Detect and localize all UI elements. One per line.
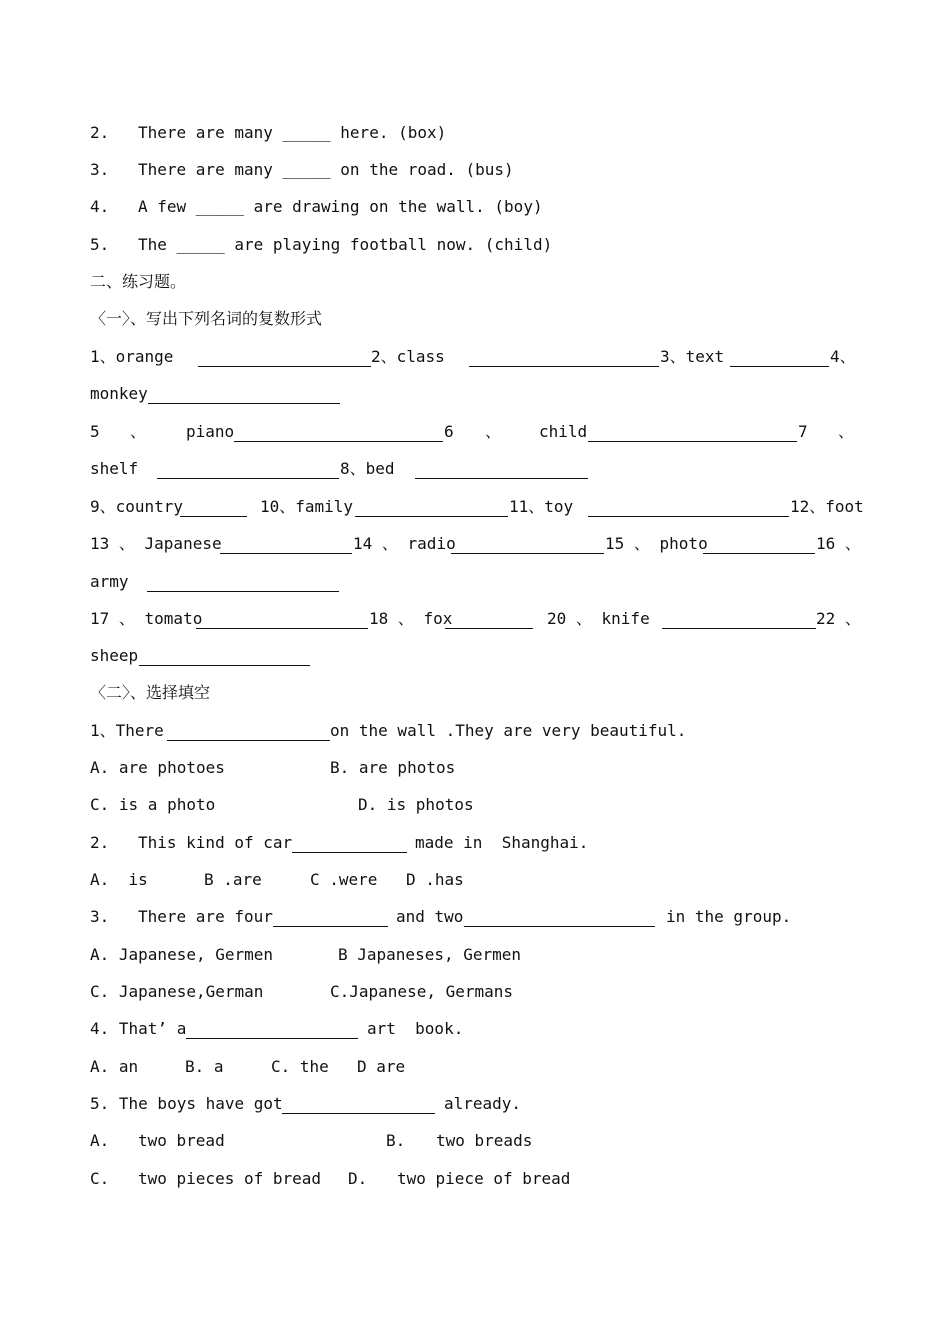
question — [90, 1093, 522, 1115]
answer-blank[interactable] — [147, 571, 339, 592]
answer-blank[interactable] — [186, 1018, 358, 1039]
answer-blank[interactable] — [355, 496, 508, 517]
answer-blank[interactable] — [451, 533, 604, 554]
exercise-line — [90, 159, 514, 181]
subsection-heading: 〈一〉、写出下列名词的复数形式 — [90, 309, 323, 328]
plural-row — [90, 496, 864, 518]
plural-row — [90, 533, 861, 555]
item-number: 4. — [90, 197, 110, 216]
options-row — [90, 1168, 571, 1190]
word-label: 7 — [798, 422, 808, 441]
section-heading: 二、练习题。 — [90, 272, 187, 291]
answer-blank[interactable] — [282, 1093, 435, 1114]
option-a[interactable]: A. is — [90, 870, 148, 889]
word-label: 1、orange — [90, 347, 174, 366]
word-label: 22 、 — [816, 609, 861, 628]
option-c-letter[interactable]: C. — [90, 1169, 110, 1188]
answer-blank[interactable] — [273, 906, 388, 927]
answer-blank[interactable] — [196, 608, 368, 629]
answer-blank[interactable] — [588, 421, 797, 442]
option-c[interactable]: C. the — [271, 1057, 329, 1076]
answer-blank[interactable] — [148, 383, 340, 404]
question — [90, 906, 792, 928]
option-b[interactable]: B Japaneses, Germen — [338, 945, 522, 964]
answer-blank[interactable] — [139, 645, 310, 666]
plural-row — [90, 421, 855, 443]
option-a[interactable]: A. Japanese, Germen — [90, 945, 274, 964]
question-stem: in the group. — [666, 907, 792, 926]
question-stem: 1、There — [90, 721, 164, 740]
word-label: monkey — [90, 384, 148, 403]
answer-blank[interactable] — [157, 458, 339, 479]
word-label: 13 、 Japanese — [90, 534, 222, 553]
word-label: piano — [186, 422, 235, 441]
question-stem: 4. That’ a — [90, 1019, 187, 1038]
plural-row — [90, 458, 395, 480]
question — [90, 832, 589, 854]
answer-blank[interactable] — [198, 346, 371, 367]
question-stem: art book. — [367, 1019, 464, 1038]
sentence: The _____ are playing football now. (child) — [138, 235, 553, 254]
word-label: 8、bed — [340, 459, 395, 478]
plural-row — [90, 346, 856, 368]
options-row — [90, 944, 522, 966]
subsection-heading: 〈二〉、选择填空 — [90, 683, 211, 702]
option-d[interactable]: D are — [357, 1057, 406, 1076]
question-stem: There are four — [138, 907, 273, 926]
separator: 、 — [130, 422, 147, 441]
answer-blank[interactable] — [445, 608, 533, 629]
answer-blank[interactable] — [292, 832, 407, 853]
word-label: 2、class — [371, 347, 445, 366]
options-row — [90, 981, 514, 1003]
word-label: 14 、 radio — [353, 534, 456, 553]
word-label: 12、foot — [790, 497, 864, 516]
answer-blank[interactable] — [220, 533, 352, 554]
exercise-line — [90, 234, 553, 256]
option-c[interactable]: C. is a photo — [90, 795, 216, 814]
option-b[interactable]: B. a — [185, 1057, 224, 1076]
answer-blank[interactable] — [469, 346, 659, 367]
exercise-line — [90, 122, 447, 144]
item-number: 2. — [90, 123, 110, 142]
word-label: 17 、 tomato — [90, 609, 203, 628]
option-d[interactable]: D. is photos — [358, 795, 474, 814]
answer-blank[interactable] — [180, 496, 247, 517]
option-d-letter[interactable]: D. — [348, 1169, 368, 1188]
option-a-letter[interactable]: A. — [90, 1131, 110, 1150]
answer-blank[interactable] — [588, 496, 789, 517]
option-d[interactable]: D .has — [406, 870, 464, 889]
question-stem: already. — [444, 1094, 522, 1113]
answer-blank[interactable] — [662, 608, 816, 629]
word-label: sheep — [90, 646, 139, 665]
word-label: 16 、 — [816, 534, 861, 553]
word-label: 4、 — [830, 347, 856, 366]
word-label: 10、family — [260, 497, 354, 516]
word-label: 18 、 fox — [369, 609, 453, 628]
answer-blank[interactable] — [464, 906, 655, 927]
answer-blank[interactable] — [730, 346, 829, 367]
options-row — [90, 757, 456, 779]
item-number: 3. — [90, 160, 110, 179]
option-c[interactable]: C .were — [310, 870, 378, 889]
word-label: army — [90, 572, 129, 591]
option-c[interactable]: C. Japanese,German — [90, 982, 264, 1001]
question-stem: and two — [396, 907, 464, 926]
options-row — [90, 1130, 533, 1152]
answer-blank[interactable] — [234, 421, 443, 442]
option-a[interactable]: two bread — [138, 1131, 225, 1150]
sentence: A few _____ are drawing on the wall. (boy) — [138, 197, 543, 216]
sentence: There are many _____ here. (box) — [138, 123, 447, 142]
word-label: 11、toy — [509, 497, 574, 516]
answer-blank[interactable] — [415, 458, 588, 479]
question-stem: made in Shanghai. — [415, 833, 589, 852]
separator: 、 — [485, 422, 502, 441]
options-row — [90, 794, 474, 816]
sentence: There are many _____ on the road. (bus) — [138, 160, 514, 179]
item-number: 2. — [90, 833, 110, 852]
plural-row — [90, 383, 148, 405]
option-b[interactable]: B. are photos — [330, 758, 456, 777]
answer-blank[interactable] — [167, 720, 330, 741]
word-label: 3、text — [660, 347, 725, 366]
option-d[interactable]: two piece of bread — [397, 1169, 571, 1188]
question-stem: This kind of car — [138, 833, 293, 852]
exercise-line — [90, 196, 543, 218]
option-b-letter[interactable]: B. — [386, 1131, 406, 1150]
question-stem: 5. The boys have got — [90, 1094, 283, 1113]
item-number: 3. — [90, 907, 110, 926]
option-a[interactable]: A. an — [90, 1057, 139, 1076]
word-label: 6 — [444, 422, 454, 441]
item-number: 5. — [90, 235, 110, 254]
option-b[interactable]: two breads — [436, 1131, 533, 1150]
question-stem: on the wall .They are very beautiful. — [330, 721, 687, 740]
plural-row — [90, 571, 129, 593]
option-a[interactable]: A. are photoes — [90, 758, 225, 777]
word-label: shelf — [90, 459, 139, 478]
word-label: child — [539, 422, 588, 441]
option-c[interactable]: two pieces of bread — [138, 1169, 322, 1188]
word-label: 20 、 knife — [547, 609, 650, 628]
options-row — [90, 1056, 406, 1078]
separator: 、 — [838, 422, 855, 441]
plural-row — [90, 645, 139, 667]
option-b[interactable]: B .are — [204, 870, 262, 889]
answer-blank[interactable] — [703, 533, 815, 554]
options-row — [90, 869, 464, 891]
word-label: 5 — [90, 422, 100, 441]
option-d[interactable]: C.Japanese, Germans — [330, 982, 514, 1001]
word-label: 9、country — [90, 497, 184, 516]
plural-row — [90, 608, 861, 630]
question — [90, 1018, 464, 1040]
word-label: 15 、 photo — [605, 534, 708, 553]
question — [90, 720, 687, 742]
